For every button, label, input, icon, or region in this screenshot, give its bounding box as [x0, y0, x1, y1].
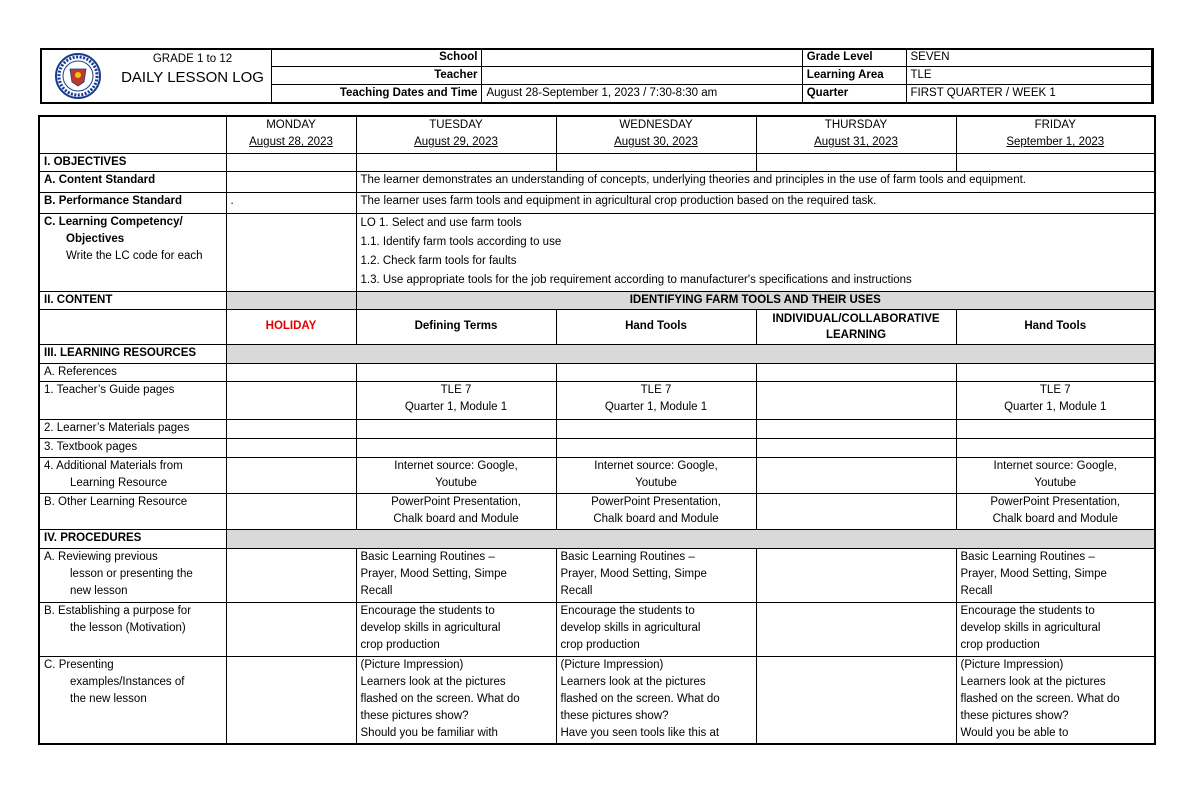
- empty-cell: [226, 548, 356, 602]
- c-line: (Picture Impression): [560, 658, 664, 671]
- purpose-row: [39, 602, 1155, 656]
- am-line: Youtube: [1034, 476, 1077, 489]
- day-date: August 30, 2023: [614, 136, 698, 148]
- monday-topic: HOLIDAY: [226, 309, 356, 344]
- logo-cell: [42, 50, 114, 102]
- empty-cell: [226, 171, 356, 192]
- c-line: Should you be familiar with: [360, 726, 498, 739]
- friday-presenting: [956, 656, 1155, 744]
- tg-line: Quarter 1, Module 1: [404, 400, 508, 413]
- resources-title-row: [39, 344, 1155, 363]
- am-label-line: 4. Additional Materials from: [44, 459, 183, 472]
- day-name: MONDAY: [266, 119, 316, 131]
- olr-line: Chalk board and Module: [992, 512, 1118, 525]
- am-line: Youtube: [635, 476, 677, 489]
- resources-title: III. LEARNING RESOURCES: [39, 344, 226, 363]
- b-line: crop production: [360, 638, 440, 651]
- am-line: Internet source: Google,: [394, 459, 518, 472]
- blank-corner: [39, 116, 226, 153]
- textbook-row: [39, 438, 1155, 457]
- competency-label-line: C. Learning Competency/: [44, 215, 183, 228]
- school-label: School: [272, 49, 482, 67]
- olr-line: PowerPoint Presentation,: [990, 495, 1121, 508]
- other-resources-label: B. Other Learning Resource: [39, 493, 226, 529]
- empty-cell: [756, 153, 956, 171]
- tuesday-topic: Defining Terms: [356, 309, 556, 344]
- empty-cell: [356, 153, 556, 171]
- tuesday-presenting: [356, 656, 556, 744]
- c-label-line: the new lesson: [70, 692, 147, 705]
- empty-cell: [956, 363, 1155, 381]
- a-line: Prayer, Mood Setting, Simpe: [960, 567, 1107, 580]
- empty-cell: [356, 438, 556, 457]
- empty-cell: [756, 381, 956, 419]
- performance-standard-text: The learner uses farm tools and equipment in agricultural crop production based on the required task.: [356, 192, 1155, 213]
- c-line: these pictures show?: [360, 709, 469, 722]
- shaded-cell: [226, 344, 1155, 363]
- empty-cell: [756, 457, 956, 493]
- c-line: Would you be able to: [960, 726, 1069, 739]
- empty-cell: [756, 438, 956, 457]
- a-line: Prayer, Mood Setting, Simpe: [560, 567, 707, 580]
- c-line: Have you seen tools like this at: [560, 726, 720, 739]
- c-line: Learners look at the pictures: [360, 675, 506, 688]
- day-name: WEDNESDAY: [619, 119, 693, 131]
- day-date: September 1, 2023: [1006, 136, 1105, 148]
- empty-cell: [226, 213, 356, 291]
- wednesday-am: [556, 457, 756, 493]
- c-line: flashed on the screen. What do: [960, 692, 1120, 705]
- am-line: Internet source: Google,: [993, 459, 1117, 472]
- empty-cell: [756, 548, 956, 602]
- tg-line: TLE 7: [1039, 383, 1071, 396]
- doc-title: DAILY LESSON LOG: [121, 69, 264, 86]
- references-label: A. References: [39, 363, 226, 381]
- reviewing-label: [39, 548, 226, 602]
- b-line: crop production: [560, 638, 640, 651]
- day-name: FRIDAY: [1034, 119, 1076, 131]
- empty-cell: [226, 457, 356, 493]
- tuesday-tg: [356, 381, 556, 419]
- a-line: Basic Learning Routines –: [360, 550, 495, 563]
- tg-line: Quarter 1, Module 1: [1004, 400, 1107, 413]
- empty-cell: [956, 438, 1155, 457]
- b-line: Encourage the students to: [560, 604, 695, 617]
- textbook-label: 3. Textbook pages: [39, 438, 226, 457]
- competency-label: [39, 213, 226, 291]
- school-field[interactable]: [482, 49, 802, 67]
- empty-cell: [956, 153, 1155, 171]
- competency-item: 1.1. Identify farm tools according to use: [360, 235, 562, 248]
- day-name: THURSDAY: [824, 119, 888, 131]
- friday-topic: Hand Tools: [956, 309, 1155, 344]
- b-line: Encourage the students to: [960, 604, 1095, 617]
- c-line: flashed on the screen. What do: [560, 692, 720, 705]
- learning-area-label: Learning Area: [802, 67, 906, 85]
- am-line: Internet source: Google,: [594, 459, 718, 472]
- grade-range: GRADE 1 to 12: [152, 53, 233, 65]
- reviewing-row: [39, 548, 1155, 602]
- day-date: August 28, 2023: [249, 136, 333, 148]
- empty-cell: [356, 419, 556, 438]
- am-label-line: Learning Resource: [70, 476, 168, 489]
- c-label-line: examples/Instances of: [70, 675, 185, 688]
- grade-level-field[interactable]: SEVEN: [906, 49, 1151, 67]
- procedures-title: IV. PROCEDURES: [39, 529, 226, 548]
- competency-label-line: Objectives: [66, 232, 125, 245]
- objectives-row: [39, 153, 1155, 171]
- tuesday-am: [356, 457, 556, 493]
- day-friday: [956, 116, 1155, 153]
- procedures-title-row: [39, 529, 1155, 548]
- wednesday-purpose: [556, 602, 756, 656]
- a-line: Recall: [360, 584, 393, 597]
- c-line: Learners look at the pictures: [560, 675, 706, 688]
- wednesday-reviewing: [556, 548, 756, 602]
- teachers-guide-row: [39, 381, 1155, 419]
- shaded-cell: [226, 291, 356, 309]
- learning-area-field[interactable]: TLE: [906, 67, 1151, 85]
- b-label-line: the lesson (Motivation): [70, 621, 186, 634]
- empty-cell: [226, 153, 356, 171]
- empty-cell: [556, 438, 756, 457]
- empty-cell: [226, 363, 356, 381]
- b-line: develop skills in agricultural: [560, 621, 701, 634]
- day-wednesday: [556, 116, 756, 153]
- b-line: crop production: [960, 638, 1040, 651]
- empty-cell: [226, 438, 356, 457]
- olr-line: Chalk board and Module: [593, 512, 719, 525]
- learners-materials-row: [39, 419, 1155, 438]
- performance-standard-label: B. Performance Standard: [39, 192, 226, 213]
- deped-seal-icon: [48, 52, 108, 100]
- c-line: (Picture Impression): [360, 658, 464, 671]
- content-banner: IDENTIFYING FARM TOOLS AND THEIR USES: [356, 291, 1155, 309]
- wednesday-tg: [556, 381, 756, 419]
- performance-standard-row: [39, 192, 1155, 213]
- wednesday-olr: [556, 493, 756, 529]
- content-title: II. CONTENT: [39, 291, 226, 309]
- a-line: Basic Learning Routines –: [560, 550, 695, 563]
- references-row: [39, 363, 1155, 381]
- teachers-guide-label: 1. Teacher’s Guide pages: [39, 381, 226, 419]
- competency-item: 1.3. Use appropriate tools for the job requirement according to manufacturer's specifications and instructions: [360, 273, 912, 286]
- tuesday-reviewing: [356, 548, 556, 602]
- a-line: Basic Learning Routines –: [960, 550, 1095, 563]
- empty-cell: [756, 493, 956, 529]
- empty-cell: [356, 363, 556, 381]
- tuesday-olr: [356, 493, 556, 529]
- grade-level-label: Grade Level: [802, 49, 906, 67]
- empty-cell: [226, 656, 356, 744]
- friday-tg: [956, 381, 1155, 419]
- b-line: develop skills in agricultural: [360, 621, 501, 634]
- day-date: August 29, 2023: [414, 136, 498, 148]
- friday-purpose: [956, 602, 1155, 656]
- empty-cell: [556, 419, 756, 438]
- content-standard-label: A. Content Standard: [39, 171, 226, 192]
- empty-cell: [556, 153, 756, 171]
- presenting-label: [39, 656, 226, 744]
- empty-cell: [39, 309, 226, 344]
- wednesday-topic: Hand Tools: [556, 309, 756, 344]
- other-resources-row: [39, 493, 1155, 529]
- content-standard-text: The learner demonstrates an understanding of concepts, underlying theories and principles in the use of farm tools and equipment.: [356, 171, 1155, 192]
- days-header-row: [39, 116, 1155, 153]
- c-line: flashed on the screen. What do: [360, 692, 520, 705]
- empty-cell: [226, 602, 356, 656]
- dates-field[interactable]: August 28-September 1, 2023 / 7:30-8:30 am: [482, 85, 802, 103]
- a-line: Prayer, Mood Setting, Simpe: [360, 567, 507, 580]
- b-line: Encourage the students to: [360, 604, 495, 617]
- olr-line: PowerPoint Presentation,: [391, 495, 521, 508]
- quarter-label: Quarter: [802, 85, 906, 103]
- content-topics-row: [39, 309, 1155, 344]
- c-line: these pictures show?: [560, 709, 669, 722]
- empty-cell: [226, 493, 356, 529]
- header-grid: [271, 48, 1152, 103]
- tg-line: TLE 7: [440, 383, 472, 396]
- a-line: Recall: [560, 584, 593, 597]
- empty-cell: [956, 419, 1155, 438]
- friday-reviewing: [956, 548, 1155, 602]
- tuesday-purpose: [356, 602, 556, 656]
- empty-cell: [226, 419, 356, 438]
- olr-line: Chalk board and Module: [393, 512, 519, 525]
- c-label-line: C. Presenting: [44, 658, 114, 671]
- empty-cell: [556, 363, 756, 381]
- competency-row: [39, 213, 1155, 291]
- empty-cell: [756, 419, 956, 438]
- wednesday-presenting: [556, 656, 756, 744]
- teacher-field[interactable]: [482, 67, 802, 85]
- c-line: Learners look at the pictures: [960, 675, 1106, 688]
- content-standard-row: [39, 171, 1155, 192]
- empty-cell: [756, 656, 956, 744]
- presenting-row: [39, 656, 1155, 744]
- additional-materials-label: [39, 457, 226, 493]
- a-label-line: A. Reviewing previous: [44, 550, 158, 563]
- quarter-field[interactable]: FIRST QUARTER / WEEK 1: [906, 85, 1151, 103]
- shaded-cell: [226, 529, 1155, 548]
- grade-title-box: [114, 50, 271, 102]
- tg-line: Quarter 1, Module 1: [604, 400, 708, 413]
- friday-am: [956, 457, 1155, 493]
- empty-cell: [756, 602, 956, 656]
- day-monday: [226, 116, 356, 153]
- competency-item: 1.2. Check farm tools for faults: [360, 254, 517, 267]
- day-name: TUESDAY: [429, 119, 483, 131]
- dates-label: Teaching Dates and Time: [272, 85, 482, 103]
- a-line: Recall: [960, 584, 993, 597]
- header-box: [40, 48, 1154, 104]
- c-line: (Picture Impression): [960, 658, 1064, 671]
- olr-line: PowerPoint Presentation,: [591, 495, 721, 508]
- lesson-log-table: [38, 115, 1156, 745]
- day-tuesday: [356, 116, 556, 153]
- competency-item: LO 1. Select and use farm tools: [360, 216, 522, 229]
- b-line: develop skills in agricultural: [960, 621, 1101, 634]
- day-thursday: [756, 116, 956, 153]
- learners-materials-label: 2. Learner’s Materials pages: [39, 419, 226, 438]
- tg-line: TLE 7: [640, 383, 672, 396]
- objectives-title: I. OBJECTIVES: [39, 153, 226, 171]
- competency-list: [356, 213, 1155, 291]
- teacher-label: Teacher: [272, 67, 482, 85]
- a-label-line: lesson or presenting the: [70, 567, 193, 580]
- friday-olr: [956, 493, 1155, 529]
- performance-mark: .: [226, 192, 356, 213]
- purpose-label: [39, 602, 226, 656]
- content-title-row: [39, 291, 1155, 309]
- competency-label-line: Write the LC code for each: [66, 249, 203, 262]
- c-line: these pictures show?: [960, 709, 1069, 722]
- empty-cell: [756, 363, 956, 381]
- a-label-line: new lesson: [70, 584, 128, 597]
- b-label-line: B. Establishing a purpose for: [44, 604, 192, 617]
- day-date: August 31, 2023: [814, 136, 898, 148]
- am-line: Youtube: [435, 476, 477, 489]
- thursday-topic: INDIVIDUAL/COLLABORATIVE LEARNING: [756, 309, 956, 344]
- additional-materials-row: [39, 457, 1155, 493]
- empty-cell: [226, 381, 356, 419]
